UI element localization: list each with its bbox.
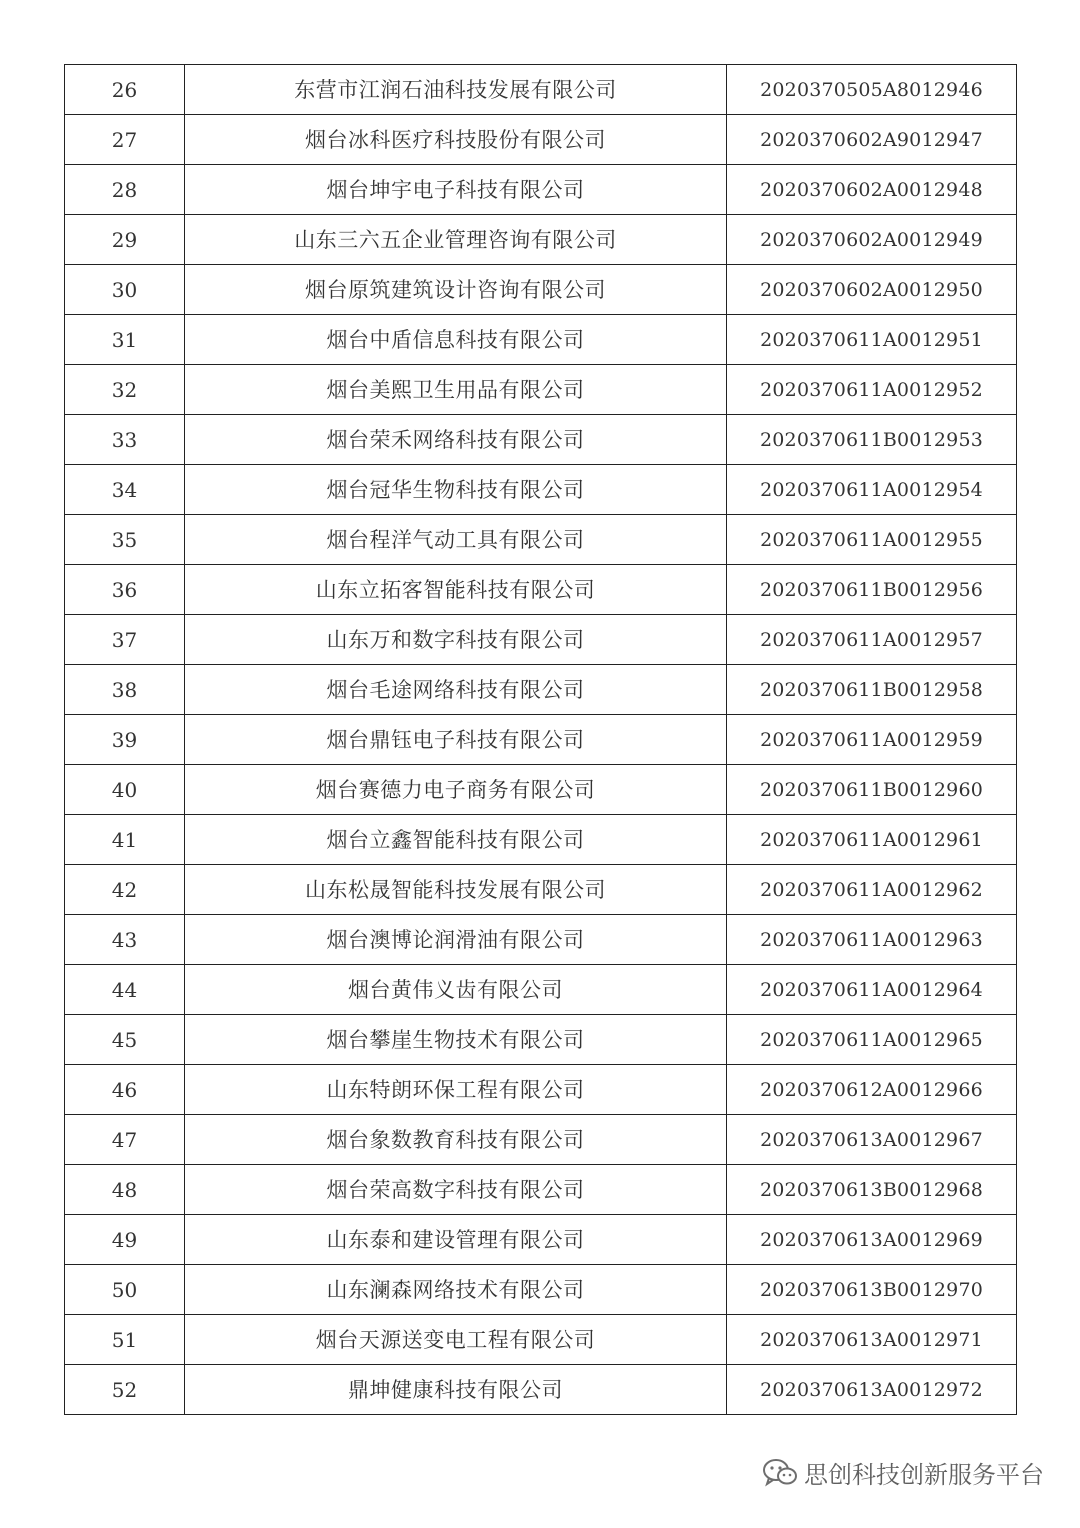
table-row: [65, 1315, 1017, 1365]
watermark: [762, 1455, 1044, 1490]
table-row: [65, 1165, 1017, 1215]
company-name-cell: 烟台美熙卫生用品有限公司: [185, 365, 727, 415]
registration-code-cell: 2020370505A8012946: [727, 65, 1017, 115]
registration-code-cell: 2020370611A0012954: [727, 465, 1017, 515]
table-row: [65, 1065, 1017, 1115]
row-number-cell: 47: [65, 1115, 185, 1165]
company-name-cell: 山东万和数字科技有限公司: [185, 615, 727, 665]
company-name-cell: 烟台冰科医疗科技股份有限公司: [185, 115, 727, 165]
company-name-cell: 烟台澳博论润滑油有限公司: [185, 915, 727, 965]
row-number-cell: 39: [65, 715, 185, 765]
row-number-cell: 49: [65, 1215, 185, 1265]
row-number-cell: 48: [65, 1165, 185, 1215]
registration-code-cell: 2020370611A0012951: [727, 315, 1017, 365]
company-name-cell: 烟台象数教育科技有限公司: [185, 1115, 727, 1165]
registration-code-cell: 2020370611A0012959: [727, 715, 1017, 765]
registration-code-cell: 2020370611A0012955: [727, 515, 1017, 565]
company-name-cell: 烟台坤宇电子科技有限公司: [185, 165, 727, 215]
table-row: [65, 1015, 1017, 1065]
registration-code-cell: 2020370611A0012965: [727, 1015, 1017, 1065]
company-name-cell: 烟台鼎钰电子科技有限公司: [185, 715, 727, 765]
company-name-cell: 烟台天源送变电工程有限公司: [185, 1315, 727, 1365]
table-row: [65, 915, 1017, 965]
company-name-cell: 东营市江润石油科技发展有限公司: [185, 65, 727, 115]
company-name-cell: 烟台荣禾网络科技有限公司: [185, 415, 727, 465]
registration-code-cell: 2020370611A0012963: [727, 915, 1017, 965]
registration-code-cell: 2020370602A9012947: [727, 115, 1017, 165]
row-number-cell: 28: [65, 165, 185, 215]
row-number-cell: 40: [65, 765, 185, 815]
table-row: [65, 415, 1017, 465]
registration-code-cell: 2020370611B0012953: [727, 415, 1017, 465]
table-row: [65, 665, 1017, 715]
company-name-cell: 山东立拓客智能科技有限公司: [185, 565, 727, 615]
company-name-cell: 烟台攀崖生物技术有限公司: [185, 1015, 727, 1065]
table-row: [65, 1265, 1017, 1315]
registration-code-cell: 2020370612A0012966: [727, 1065, 1017, 1115]
table-row: [65, 965, 1017, 1015]
table-row: [65, 515, 1017, 565]
table-row: [65, 365, 1017, 415]
table-row: [65, 615, 1017, 665]
table-row: [65, 215, 1017, 265]
row-number-cell: 42: [65, 865, 185, 915]
company-name-cell: 山东澜森网络技术有限公司: [185, 1265, 727, 1315]
row-number-cell: 36: [65, 565, 185, 615]
company-name-cell: 烟台原筑建筑设计咨询有限公司: [185, 265, 727, 315]
registration-code-cell: 2020370611B0012960: [727, 765, 1017, 815]
registration-code-cell: 2020370611A0012964: [727, 965, 1017, 1015]
registration-code-cell: 2020370611A0012952: [727, 365, 1017, 415]
row-number-cell: 31: [65, 315, 185, 365]
table-row: [65, 765, 1017, 815]
table-row: [65, 315, 1017, 365]
table-row: [65, 265, 1017, 315]
registration-code-cell: 2020370613B0012970: [727, 1265, 1017, 1315]
registration-code-cell: 2020370611B0012956: [727, 565, 1017, 615]
row-number-cell: 35: [65, 515, 185, 565]
row-number-cell: 29: [65, 215, 185, 265]
row-number-cell: 37: [65, 615, 185, 665]
table-row: [65, 715, 1017, 765]
row-number-cell: 33: [65, 415, 185, 465]
table-row: [65, 565, 1017, 615]
company-name-cell: 烟台立鑫智能科技有限公司: [185, 815, 727, 865]
row-number-cell: 44: [65, 965, 185, 1015]
row-number-cell: 41: [65, 815, 185, 865]
company-name-cell: 烟台中盾信息科技有限公司: [185, 315, 727, 365]
registration-code-cell: 2020370602A0012950: [727, 265, 1017, 315]
table-row: [65, 115, 1017, 165]
row-number-cell: 27: [65, 115, 185, 165]
registration-code-cell: 2020370613A0012967: [727, 1115, 1017, 1165]
company-name-cell: 山东三六五企业管理咨询有限公司: [185, 215, 727, 265]
table-body: [65, 65, 1017, 1415]
row-number-cell: 43: [65, 915, 185, 965]
company-name-cell: 烟台荣高数字科技有限公司: [185, 1165, 727, 1215]
row-number-cell: 38: [65, 665, 185, 715]
company-name-cell: 烟台冠华生物科技有限公司: [185, 465, 727, 515]
registration-code-cell: 2020370611A0012961: [727, 815, 1017, 865]
row-number-cell: 26: [65, 65, 185, 115]
table-row: [65, 465, 1017, 515]
company-name-cell: 山东泰和建设管理有限公司: [185, 1215, 727, 1265]
company-name-cell: 烟台毛途网络科技有限公司: [185, 665, 727, 715]
registration-code-cell: 2020370611A0012962: [727, 865, 1017, 915]
row-number-cell: 52: [65, 1365, 185, 1415]
registration-code-cell: 2020370611A0012957: [727, 615, 1017, 665]
row-number-cell: 46: [65, 1065, 185, 1115]
table-row: [65, 815, 1017, 865]
registration-code-cell: 2020370611B0012958: [727, 665, 1017, 715]
registration-code-cell: 2020370602A0012948: [727, 165, 1017, 215]
watermark-text: 思创科技创新服务平台: [804, 1461, 1044, 1489]
enterprise-list-table-container: [64, 64, 1016, 1415]
company-name-cell: 山东特朗环保工程有限公司: [185, 1065, 727, 1115]
table-row: [65, 865, 1017, 915]
table-row: [65, 1365, 1017, 1415]
table-row: [65, 65, 1017, 115]
table-row: [65, 1115, 1017, 1165]
row-number-cell: 34: [65, 465, 185, 515]
table-row: [65, 1215, 1017, 1265]
row-number-cell: 45: [65, 1015, 185, 1065]
table-row: [65, 165, 1017, 215]
registration-code-cell: 2020370613B0012968: [727, 1165, 1017, 1215]
row-number-cell: 51: [65, 1315, 185, 1365]
registration-code-cell: 2020370613A0012972: [727, 1365, 1017, 1415]
company-name-cell: 山东松晟智能科技发展有限公司: [185, 865, 727, 915]
company-name-cell: 鼎坤健康科技有限公司: [185, 1365, 727, 1415]
row-number-cell: 30: [65, 265, 185, 315]
enterprise-list-table: [64, 64, 1017, 1415]
wechat-icon: [762, 1458, 798, 1488]
registration-code-cell: 2020370602A0012949: [727, 215, 1017, 265]
company-name-cell: 烟台黄伟义齿有限公司: [185, 965, 727, 1015]
company-name-cell: 烟台赛德力电子商务有限公司: [185, 765, 727, 815]
registration-code-cell: 2020370613A0012969: [727, 1215, 1017, 1265]
row-number-cell: 50: [65, 1265, 185, 1315]
registration-code-cell: 2020370613A0012971: [727, 1315, 1017, 1365]
company-name-cell: 烟台程洋气动工具有限公司: [185, 515, 727, 565]
row-number-cell: 32: [65, 365, 185, 415]
